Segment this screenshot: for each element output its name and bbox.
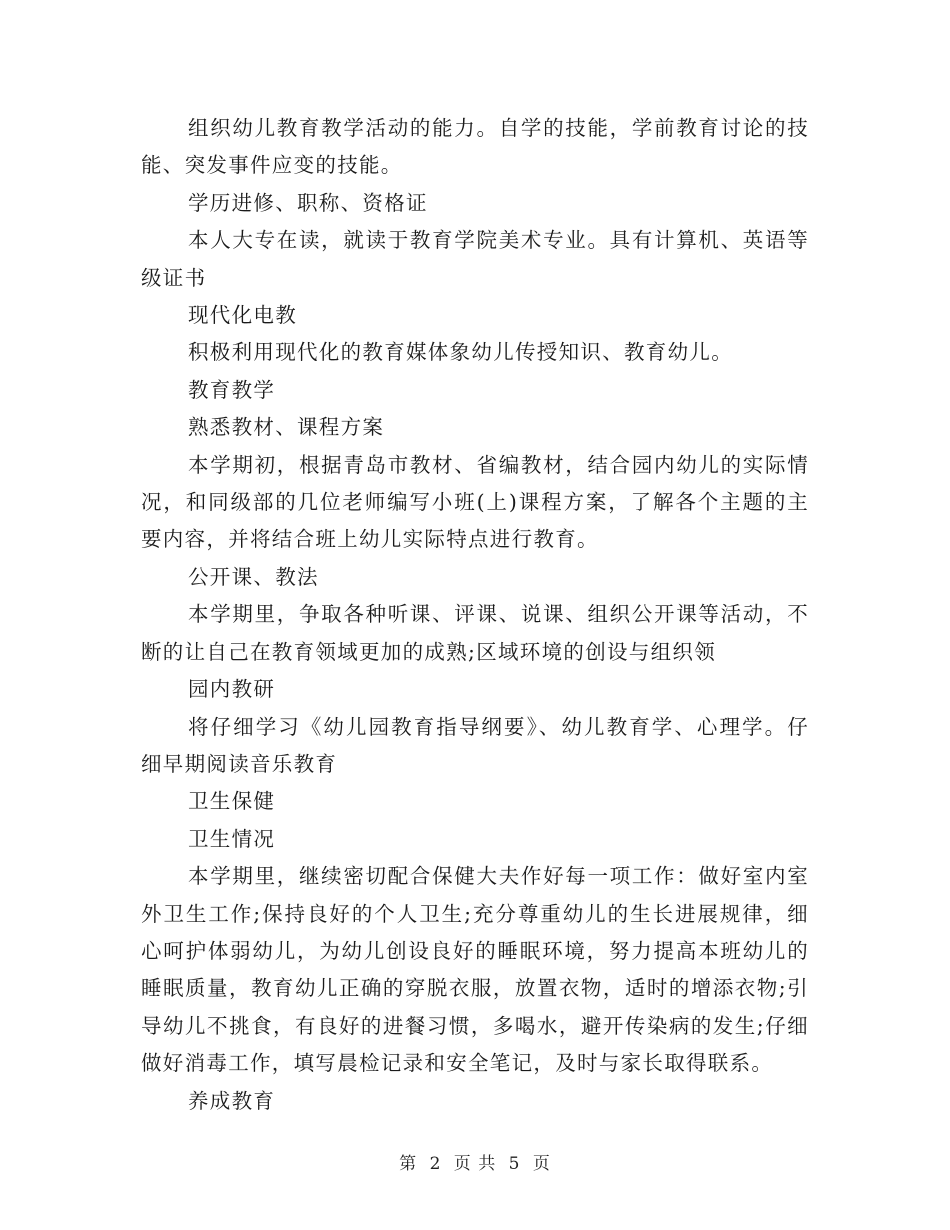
paragraph: 本学期初，根据青岛市教材、省编教材，结合园内幼儿的实际情况，和同级部的几位老师编写小班(上)课程方案，了解各个主题的主要内容，并将结合班上幼儿实际特点进行教育。 xyxy=(141,452,809,552)
paragraph: 将仔细学习《幼儿园教育指导纲要》、幼儿教育学、心理学。仔细早期阅读音乐教育 xyxy=(141,714,809,776)
footer-middle: 页 共 xyxy=(453,1154,497,1174)
paragraph: 本学期里，争取各种听课、评课、说课、组织公开课等活动，不断的让自己在教育领域更加的成熟;区域环境的创设与组织领 xyxy=(141,602,809,664)
footer-prefix: 第 xyxy=(399,1154,418,1174)
document-body xyxy=(141,110,809,1120)
paragraph: 本学期里，继续密切配合保健大夫作好每一项工作：做好室内室外卫生工作;保持良好的个人卫生;充分尊重幼儿的生长进展规律，细心呵护体弱幼儿，为幼儿创设良好的睡眠环境，努力提高本班幼儿的睡眠质量，教育幼儿正确的穿脱衣服，放置衣物，适时的增添衣物;引导幼儿不挑食，有良好的进餐习惯，多喝水，避开传染病的发生;仔细做好消毒工作，填写晨检记录和安全笔记，及时与家长取得联系。 xyxy=(141,864,809,1076)
paragraph: 组织幼儿教育教学活动的能力。自学的技能，学前教育讨论的技能、突发事件应变的技能。 xyxy=(141,116,809,178)
section-heading: 现代化电教 xyxy=(188,303,297,328)
section-heading: 熟悉教材、课程方案 xyxy=(188,415,385,440)
section-heading: 卫生保健 xyxy=(188,789,276,814)
section-heading: 养成教育 xyxy=(188,1088,276,1113)
paragraph: 本人大专在读，就读于教育学院美术专业。具有计算机、英语等级证书 xyxy=(141,228,809,290)
footer-suffix: 页 xyxy=(532,1154,551,1174)
section-heading: 教育教学 xyxy=(188,377,276,402)
page-footer xyxy=(0,1152,950,1176)
section-heading: 园内教研 xyxy=(188,677,276,702)
section-heading: 卫生情况 xyxy=(188,826,276,851)
section-heading: 公开课、教法 xyxy=(188,564,319,589)
total-page-count: 5 xyxy=(508,1154,521,1174)
section-heading: 学历进修、职称、资格证 xyxy=(188,190,428,215)
current-page-number: 2 xyxy=(429,1154,442,1174)
paragraph: 积极利用现代化的教育媒体象幼儿传授知识、教育幼儿。 xyxy=(188,340,733,365)
